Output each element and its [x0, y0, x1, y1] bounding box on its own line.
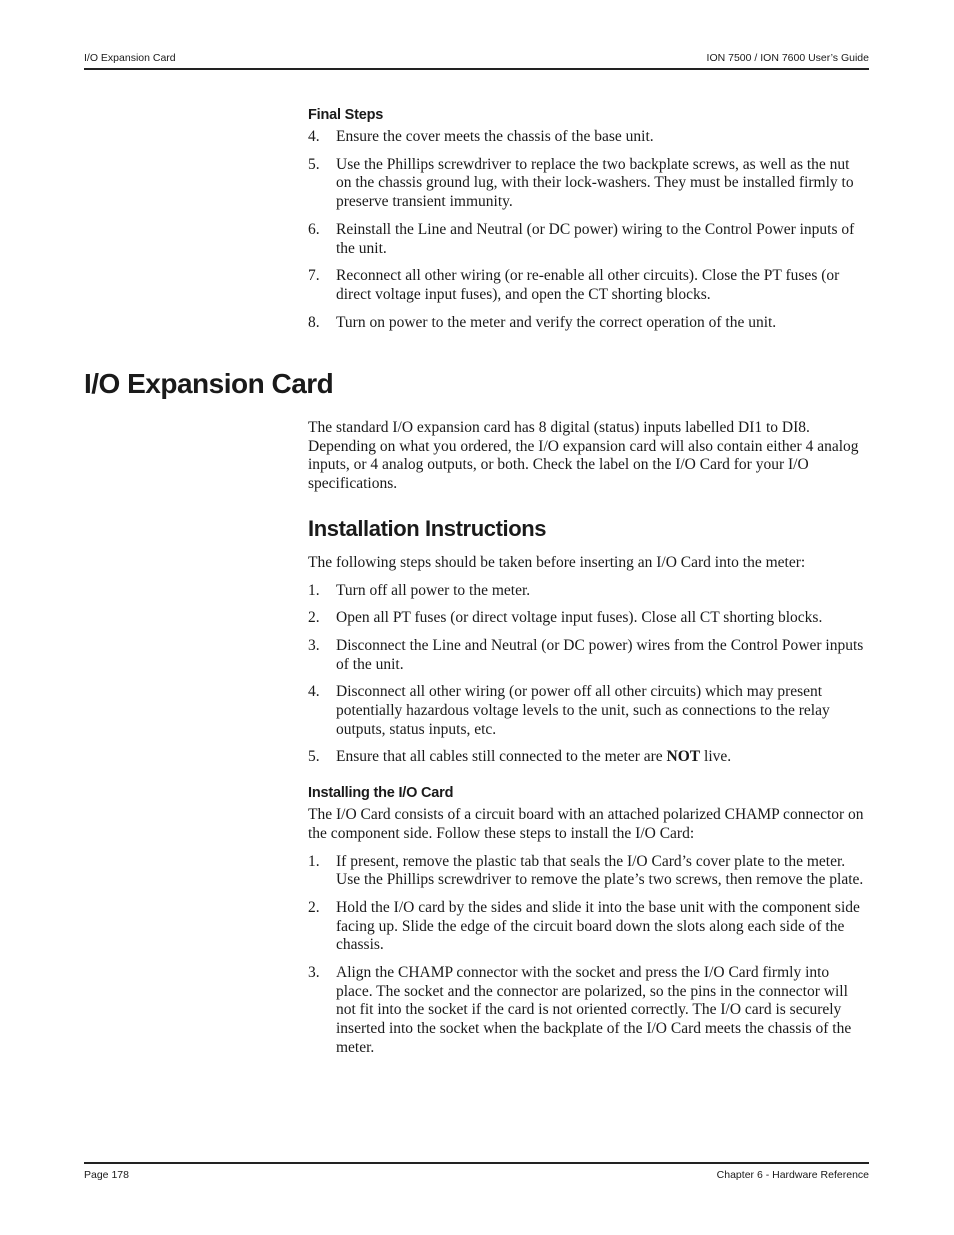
- step-number: 6.: [308, 220, 320, 238]
- list-item: [308, 964, 868, 1058]
- header-section-title: I/O Expansion Card: [84, 52, 176, 64]
- step-text: Use the Phillips screwdriver to replace the two backplate screws, as well as the nut on the chassis ground lug, with their lock-washers. They must be installed firmly to preserve transient immunity.: [336, 155, 854, 211]
- step-number: 7.: [308, 267, 320, 285]
- installing-card-lead: The I/O Card consists of a circuit board with an attached polarized CHAMP connector on the component side. Follow these steps to install the I/O Card:: [308, 806, 864, 842]
- step-number: 5.: [308, 155, 320, 173]
- list-item: [308, 609, 868, 628]
- step-text: Turn off all power to the meter.: [336, 581, 531, 599]
- page-number: Page 178: [84, 1169, 129, 1181]
- step-number: 5.: [308, 748, 320, 766]
- list-item: [308, 748, 868, 767]
- installing-card-heading: Installing the I/O Card: [308, 785, 454, 802]
- step-text: Hold the I/O card by the sides and slide it into the base unit with the component side facing up. Slide the edge of the circuit board down the slots along each side of the chassis.: [336, 898, 860, 954]
- installing-card-list: [308, 853, 868, 1058]
- list-item: [308, 314, 868, 333]
- step-text: Disconnect all other wiring (or power off all other circuits) which may present potentially hazardous voltage levels to the unit, such as connections to the relay outputs, status inputs, etc.: [336, 683, 830, 738]
- installation-lead: The following steps should be taken before inserting an I/O Card into the meter:: [308, 553, 806, 571]
- page-header: [84, 52, 869, 70]
- list-item: [308, 899, 868, 955]
- step-number: 2.: [308, 898, 320, 916]
- step-number: 1.: [308, 581, 320, 599]
- step-number: 1.: [308, 852, 320, 870]
- final-steps-list: [308, 128, 868, 332]
- list-item: [308, 853, 868, 890]
- step-number: 4.: [308, 683, 320, 701]
- step-text: Reinstall the Line and Neutral (or DC power) wiring to the Control Power inputs of the unit.: [336, 220, 855, 257]
- step-text-pre: Ensure that all cables still connected to the meter are: [336, 748, 667, 766]
- final-steps-heading: Final Steps: [308, 107, 384, 123]
- installation-heading: Installation Instructions: [308, 515, 547, 541]
- section-intro: The standard I/O expansion card has 8 digital (status) inputs labelled DI1 to DI8. Depending on what you ordered, the I/O expansion card will also contain either 4 analog inputs, or 4 analog outputs, or both. Check the label on the I/O Card for your I/O specifications.: [308, 419, 859, 493]
- step-number: 4.: [308, 128, 320, 145]
- step-text: If present, remove the plastic tab that seals the I/O Card’s cover plate to the meter. Use the Phillips screwdriver to remove the plate’s two screws, then remove the plate.: [336, 852, 864, 889]
- step-text: Reconnect all other wiring (or re-enable all other circuits). Close the PT fuses (or direct voltage input fuses), and open the CT shorting blocks.: [336, 267, 840, 303]
- step-number: 2.: [308, 609, 320, 627]
- step-text: Align the CHAMP connector with the socket and press the I/O Card firmly into place. The socket and the connector are polarized, so the pins in the connector will not fit into the socket if the card is not oriented correctly. The I/O card is securely inserted into the socket when the backplate of the I/O Card meets the chassis of the meter.: [336, 964, 852, 1056]
- list-item: [308, 582, 868, 601]
- list-item: [308, 221, 868, 258]
- step-number: 3.: [308, 964, 320, 982]
- step-text: Turn on power to the meter and verify the correct operation of the unit.: [336, 313, 777, 331]
- step-text: Disconnect the Line and Neutral (or DC power) wires from the Control Power inputs of the unit.: [336, 636, 864, 673]
- list-item: [308, 637, 868, 674]
- page-footer: [84, 1162, 869, 1181]
- header-guide-title: ION 7500 / ION 7600 User’s Guide: [706, 52, 869, 64]
- step-text: Open all PT fuses (or direct voltage input fuses). Close all CT shorting blocks.: [336, 609, 823, 627]
- step-number: 8.: [308, 313, 320, 331]
- installation-list: [308, 582, 868, 768]
- list-item: [308, 128, 868, 147]
- step-text: Ensure the cover meets the chassis of the base unit.: [336, 128, 654, 145]
- list-item: [308, 683, 868, 739]
- chapter-title: Chapter 6 - Hardware Reference: [716, 1169, 869, 1181]
- io-card-block: [308, 419, 868, 1067]
- section-title: I/O Expansion Card: [84, 368, 334, 399]
- step-text-post: live.: [700, 748, 732, 766]
- final-steps-block: [308, 107, 868, 341]
- list-item: [308, 267, 868, 304]
- step-number: 3.: [308, 636, 320, 654]
- list-item: [308, 156, 868, 212]
- emphasis-not: NOT: [666, 748, 701, 766]
